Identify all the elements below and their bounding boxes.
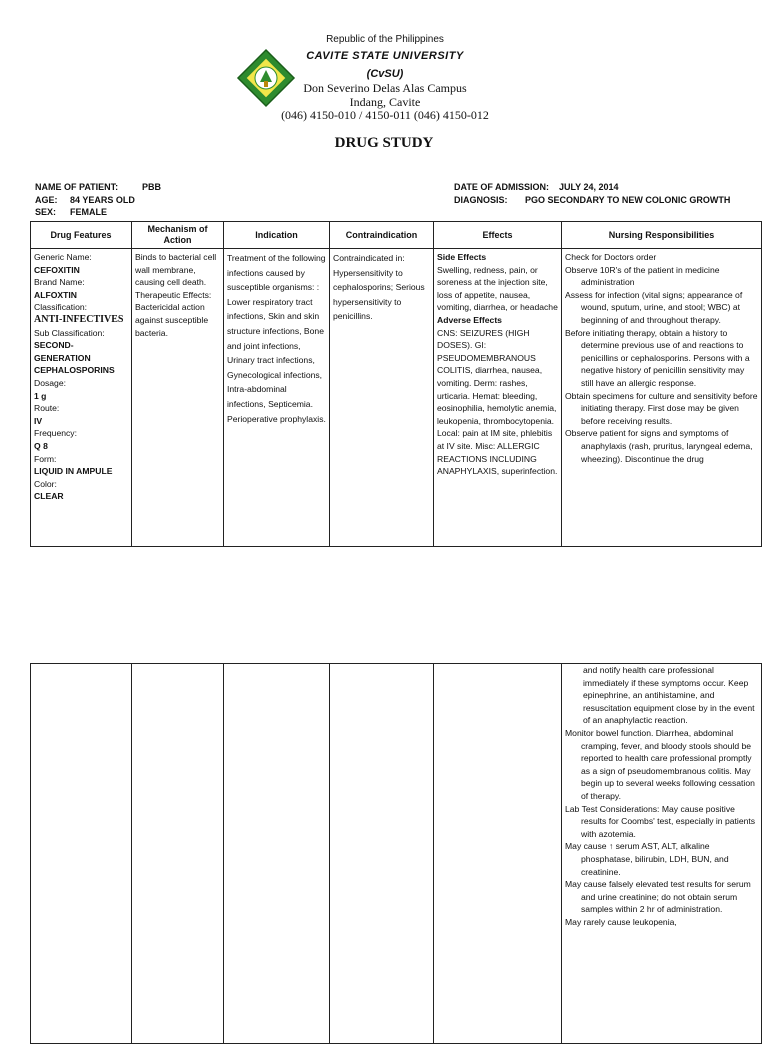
subclass-label: Sub Classification: (34, 327, 105, 338)
nursing-item: Before initiating therapy, obtain a history to determine previous use of and reactions to penicillins or cephalosporins. Persons with a negative history of penicillin sensitivity may still have an allergic response. (565, 327, 750, 388)
patient-name: PBB (142, 182, 162, 192)
classification-label: Classification: (34, 302, 88, 313)
subclassification: SECOND-GENERATION CEPHALOSPORINS (34, 340, 115, 376)
document-header (0, 0, 768, 130)
contraindication-cell (330, 249, 434, 547)
patient-age: 84 YEARS OLD (70, 195, 135, 205)
nursing-item-continued: and notify health care professional immediately if these symptoms occur. Keep epinephrine, an antihistamine, and resuscitation equipment close by in the event of an anaphylactic reaction. (583, 665, 755, 726)
mechanism-text: Binds to bacterial cell wall membrane, causing cell death. (135, 252, 217, 288)
diagnosis-label: DIAGNOSIS: (454, 195, 508, 205)
nursing-item: Lab Test Considerations: May cause positive results for Coombs' test, especially in patients with azotemia. (565, 803, 756, 839)
nursing-item: Assess for infection (vital signs; appearance of wound, sputum, urine, and stool; WBC) at beginning of and throughout therapy. (565, 289, 743, 325)
nursing-item: Observe 10R's of the patient in medicine administration (565, 264, 720, 288)
brand-name: ALFOXTIN (34, 289, 77, 300)
nursing-item: Obtain specimens for culture and sensitivity before initiating therapy. First dose may be given before receiving results. (565, 390, 758, 426)
dosage: 1 g (34, 390, 47, 401)
contraindication-text: Contraindicated in: Hypersensitivity to cephalosporins; Serious hypersensitivity to penicillins. (333, 253, 425, 322)
campus-line: Don Severino Delas Alas Campus (303, 81, 467, 95)
name-label: NAME OF PATIENT: (35, 182, 119, 192)
adverse-effects-text: CNS: SEIZURES (HIGH DOSES). GI: PSEUDOMEMBRANOUS COLITIS, diarrhea, nausea, vomiting. Derm: rashes, urticaria. Hemat: bleeding, eosinophilia, hemolytic anemia, leukopenia, thrombocytopenia. Local: pain at IM site, phlebitis at IV site. Misc: ALLERGIC REACTIONS INCLUDING ANAPHYLAXIS, superinfection. (437, 327, 558, 477)
side-effects-text: Swelling, redness, pain, or soreness at the injection site, loss of appetite, nausea, vomiting, diarrhea, or headache (437, 264, 558, 313)
patient-info-left (35, 181, 335, 221)
nursing-item: Check for Doctors order (565, 252, 657, 262)
mechanism-cell (132, 664, 224, 1044)
generic-name: CEFOXITIN (34, 264, 80, 275)
nursing-item: Observe patient for signs and symptoms of anaphylaxis (rash, pruritus, laryngeal edema, wheezing). Discontinue the drug (565, 428, 753, 464)
admission-date: JULY 24, 2014 (559, 182, 619, 192)
route: IV (34, 415, 43, 426)
frequency: Q 8 (34, 440, 48, 451)
republic-line: Republic of the Philippines (326, 34, 444, 45)
nursing-item: Monitor bowel function. Diarrhea, abdominal cramping, fever, and bloody stools should be reported to health care professional promptly as a sign of pseudomembranous colitis. May begin up to several weeks following cessation of therapy. (565, 727, 755, 801)
town-line: Indang, Cavite (349, 95, 421, 109)
nursing-item: May cause falsely elevated test results for serum and urine creatinine; do not obtain serum samples within 2 hr of administration. (565, 879, 751, 915)
column-header: Contraindication (330, 222, 434, 249)
brand-label: Brand Name: (34, 277, 85, 288)
admission-label: DATE OF ADMISSION: (454, 182, 549, 192)
table-row (31, 664, 762, 1044)
effects-cell (434, 664, 562, 1044)
column-header: Nursing Responsibilities (562, 222, 762, 249)
side-effects-label: Side Effects (437, 252, 487, 262)
column-header: Mechanism of Action (132, 222, 224, 249)
indication-cell (224, 249, 330, 547)
column-header: Indication (224, 222, 330, 249)
indication-cell (224, 664, 330, 1044)
table-row (31, 249, 762, 547)
contraindication-cell (330, 664, 434, 1044)
age-label: AGE: (35, 195, 58, 205)
drug-study-table (30, 221, 762, 547)
therapeutic-label: Therapeutic Effects: (135, 289, 212, 300)
nursing-item: May cause ↑ serum AST, ALT, alkaline phosphatase, bilirubin, LDH, BUN, and creatinine. (565, 841, 729, 877)
diagnosis: PGO SECONDARY TO NEW COLONIC GROWTH (525, 195, 731, 205)
form: LIQUID IN AMPULE (34, 466, 113, 477)
therapeutic-text: Bactericidal action against susceptible bacteria. (135, 302, 209, 338)
mechanism-cell (132, 249, 224, 547)
nursing-cell (562, 664, 762, 1044)
phone-line: (046) 4150-010 / 4150-011 (046) 4150-012 (281, 108, 489, 122)
dosage-label: Dosage: (34, 377, 67, 388)
sex-label: SEX: (35, 207, 57, 217)
frequency-label: Frequency: (34, 428, 77, 439)
route-label: Route: (34, 403, 60, 414)
color: CLEAR (34, 491, 64, 502)
table-header-row (31, 222, 762, 249)
generic-label: Generic Name: (34, 252, 92, 262)
drug-features-cell (31, 249, 132, 547)
nursing-cell (562, 249, 762, 547)
form-label: Form: (34, 453, 57, 464)
patient-info-right (454, 181, 754, 211)
university-name: CAVITE STATE UNIVERSITY (306, 50, 464, 62)
color-label: Color: (34, 478, 57, 489)
nursing-item: May rarely cause leukopenia, (565, 916, 677, 927)
drug-study-table-continued (30, 663, 762, 1044)
classification: ANTI-INFECTIVES (34, 313, 124, 325)
adverse-effects-label: Adverse Effects (437, 314, 502, 325)
indication-text: Treatment of the following infections caused by susceptible organisms: : Lower respiratory tract infections, Skin and skin structure infections, Bone and joint infections, Urinary tract infections, Gynecological infections, Intra-abdominal infections, Septicemia. Perioperative prophylaxis. (227, 253, 326, 424)
page-title: DRUG STUDY (334, 135, 434, 151)
effects-cell (434, 249, 562, 547)
drug-features-cell (31, 664, 132, 1044)
column-header: Drug Features (31, 222, 132, 249)
column-header: Effects (434, 222, 562, 249)
patient-sex: FEMALE (70, 207, 107, 217)
university-abbrev: (CvSU) (366, 68, 404, 80)
